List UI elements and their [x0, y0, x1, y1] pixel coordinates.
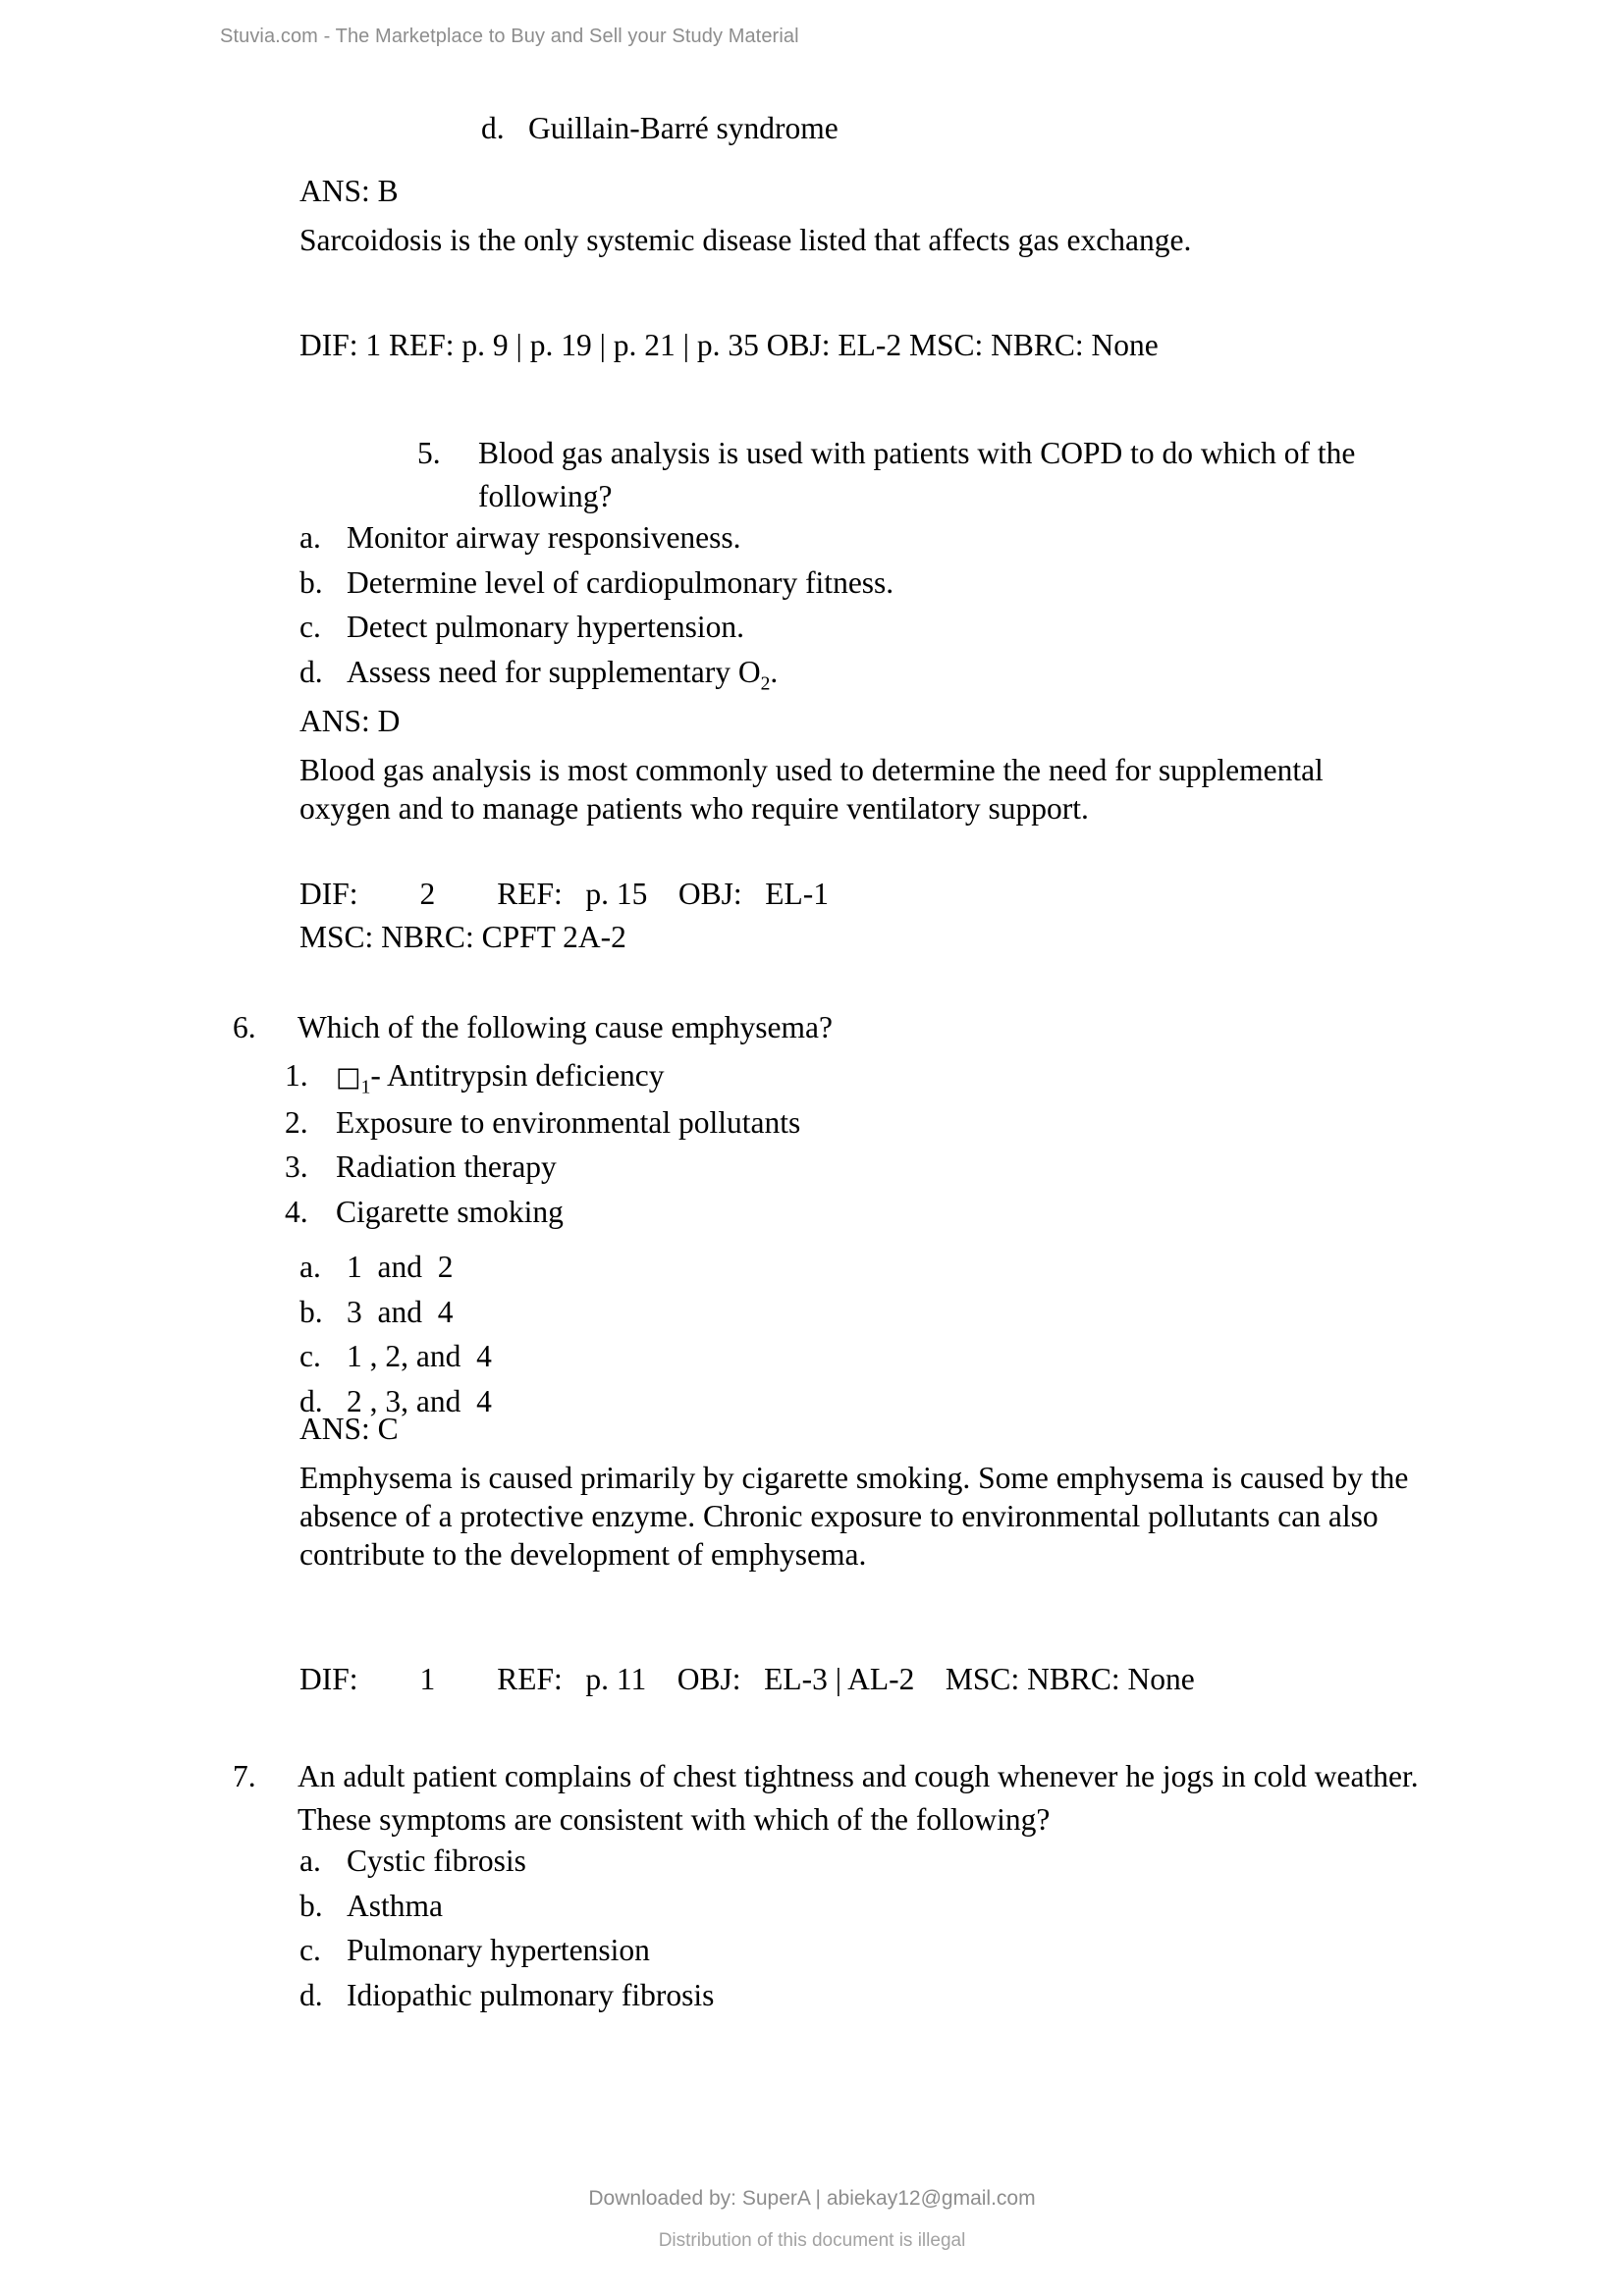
option-label: d. — [299, 1383, 323, 1418]
item-text — [336, 1053, 1365, 1100]
numbered-item-row — [285, 1053, 1365, 1100]
option-row — [299, 1928, 1380, 1973]
item-label: 1. — [285, 1058, 308, 1093]
question-6-stem: Which of the following cause emphysema? — [298, 1010, 833, 1044]
option-text: Cystic fibrosis — [347, 1843, 526, 1878]
option-text: Asthma — [347, 1888, 443, 1923]
question-4-rationale: Sarcoidosis is the only systemic disease listed that affects gas exchange. — [299, 223, 1192, 257]
option-text: Pulmonary hypertension — [347, 1933, 650, 1967]
option-row — [299, 1334, 1380, 1379]
question-5-stem-row — [417, 432, 1370, 518]
option-text-suffix: . — [770, 654, 779, 689]
option-label: d. — [299, 654, 323, 689]
option-label: c. — [299, 1933, 321, 1967]
question-6-stem-row — [233, 1006, 1411, 1049]
option-row — [299, 515, 1380, 561]
option-text: 2 , 3, and 4 — [347, 1383, 492, 1418]
item-label: 3. — [285, 1149, 308, 1184]
oxygen-subscript: 2 — [760, 672, 771, 694]
option-row — [299, 561, 1380, 606]
option-row — [299, 1839, 1380, 1884]
question-6-rationale: Emphysema is caused primarily by cigarette smoking. Some emphysema is caused by the absence of a protective enzyme. Chronic exposure to environmental pollutants can also contribute to the development of emphysema. — [299, 1461, 1409, 1572]
footer-downloaded-by: Downloaded by: SuperA | abiekay12@gmail.com — [588, 2187, 1036, 2210]
numbered-item-row — [285, 1100, 1365, 1146]
question-6-meta-line: DIF: 1 REF: p. 11 OBJ: EL-3 | AL-2 MSC: NBRC: None — [299, 1662, 1195, 1696]
question-6-options — [299, 1245, 1380, 1423]
alpha-subscript: 1 — [360, 1077, 371, 1098]
numbered-item-row — [285, 1190, 1365, 1235]
option-label: c. — [299, 1339, 321, 1373]
option-text-main: Assess need for supplementary O — [347, 654, 761, 689]
missing-glyph-icon: □ — [336, 1062, 361, 1093]
option-row — [299, 1973, 1380, 2018]
option-label: a. — [299, 1250, 321, 1284]
option-text: Monitor airway responsiveness. — [347, 520, 741, 555]
question-4-meta-line: DIF: 1 REF: p. 9 | p. 19 | p. 21 | p. 35 OBJ: EL-2 MSC: NBRC: None — [299, 328, 1159, 362]
question-7-stem: An adult patient complains of chest tightness and cough whenever he jogs in cold weather. These symptoms are consistent with which of the following? — [298, 1759, 1419, 1837]
question-5-options — [299, 515, 1380, 694]
item-text: Radiation therapy — [336, 1149, 557, 1184]
question-7-stem-row — [233, 1755, 1440, 1842]
option-text — [347, 650, 1380, 695]
option-text: Detect pulmonary hypertension. — [347, 610, 745, 644]
option-text: Guillain-Barré syndrome — [528, 111, 839, 145]
item-label: 2. — [285, 1104, 308, 1140]
numbered-item-row — [285, 1145, 1365, 1190]
option-label: c. — [299, 610, 321, 644]
option-label: a. — [299, 520, 321, 555]
option-text: 1 , 2, and 4 — [347, 1339, 492, 1373]
item-label: 4. — [285, 1194, 308, 1229]
item-text-main: - Antitrypsin deficiency — [370, 1058, 665, 1093]
question-5-rationale: Blood gas analysis is most commonly used to determine the need for supplemental oxygen and to manage patients who require ventilatory support. — [299, 753, 1324, 826]
question-5-meta-line-2: MSC: NBRC: CPFT 2A-2 — [299, 920, 626, 954]
question-7-options — [299, 1839, 1380, 2017]
option-row — [299, 1884, 1380, 1929]
option-label: b. — [299, 1294, 323, 1329]
question-6-answer-label: ANS: C — [299, 1412, 399, 1446]
question-4-option-d — [481, 106, 839, 151]
question-6-numbered-items — [285, 1053, 1365, 1234]
option-row — [299, 1290, 1380, 1335]
footer-distribution-notice: Distribution of this document is illegal — [658, 2230, 966, 2251]
item-text: Cigarette smoking — [336, 1194, 564, 1229]
option-label: d. — [299, 1977, 323, 2012]
option-text: 3 and 4 — [347, 1294, 454, 1329]
option-label: b. — [299, 564, 323, 600]
item-text: Exposure to environmental pollutants — [336, 1104, 801, 1140]
option-row — [299, 605, 1380, 650]
question-7-number: 7. — [233, 1759, 256, 1793]
option-row — [299, 1245, 1380, 1290]
option-label: b. — [299, 1888, 323, 1923]
option-row — [299, 1379, 1380, 1424]
question-5-stem: Blood gas analysis is used with patients with COPD to do which of the following? — [478, 436, 1356, 513]
option-row — [299, 650, 1380, 695]
question-5-meta-line-1: DIF: 2 REF: p. 15 OBJ: EL-1 — [299, 877, 830, 911]
option-text: Idiopathic pulmonary fibrosis — [347, 1977, 715, 2012]
option-text: Determine level of cardiopulmonary fitness. — [347, 564, 894, 600]
question-5-answer-label: ANS: D — [299, 704, 401, 738]
stuvia-watermark-header: Stuvia.com - The Marketplace to Buy and Sell your Study Material — [220, 26, 799, 47]
question-4-answer-label: ANS: B — [299, 174, 399, 208]
question-6-number: 6. — [233, 1010, 256, 1044]
question-5-number: 5. — [417, 436, 441, 470]
option-label: d. — [481, 111, 505, 145]
option-label: a. — [299, 1843, 321, 1878]
option-text: 1 and 2 — [347, 1250, 454, 1284]
